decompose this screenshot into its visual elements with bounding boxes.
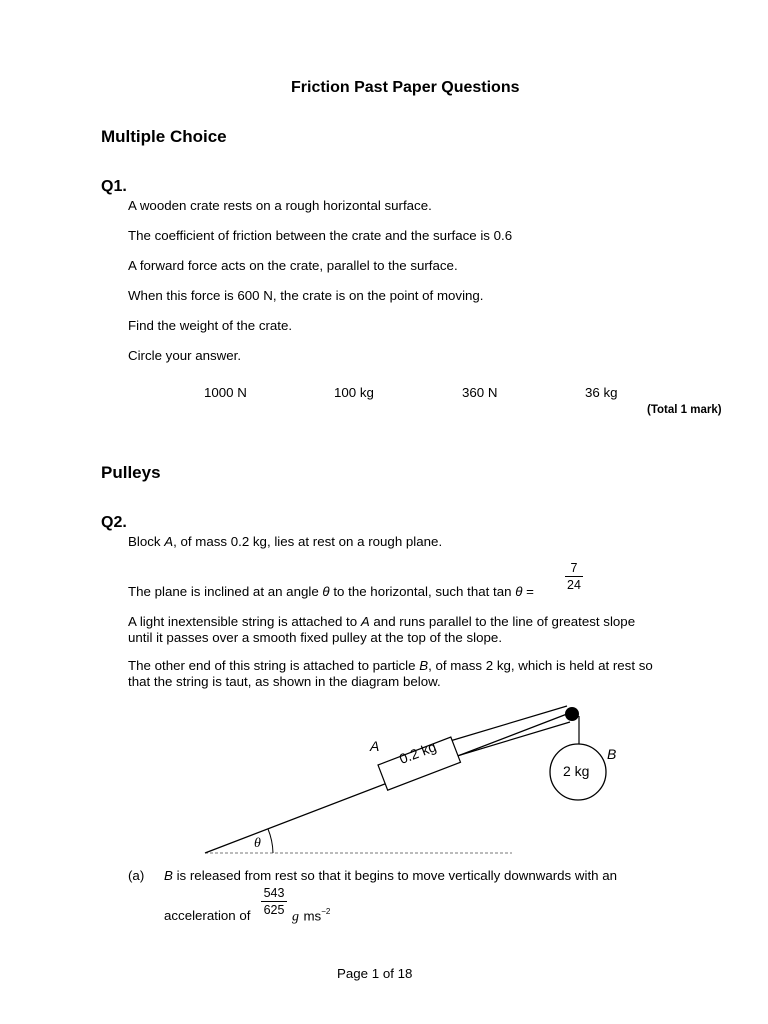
- string-segment-b: [457, 722, 570, 756]
- q2-line-2-pre: The plane is inclined at an angle: [128, 584, 323, 599]
- q2-var-b: B: [419, 658, 429, 673]
- tan-denominator: 24: [567, 578, 581, 592]
- q2-line-4a-post: , of mass 2 kg, which is held at rest so: [428, 658, 653, 673]
- q1-total-marks: (Total 1 mark): [647, 404, 722, 416]
- q2-var-a: A: [164, 534, 174, 549]
- q1-option-a[interactable]: 1000 N: [204, 385, 247, 400]
- part-a-line-1: [164, 868, 617, 884]
- acc-numerator: 543: [263, 886, 285, 900]
- part-a-label: (a): [128, 868, 145, 883]
- q1-line-5: Find the weight of the crate.: [128, 318, 293, 333]
- question-number-q1: Q1.: [101, 178, 127, 195]
- part-a-units: [292, 907, 330, 925]
- particle-mass-label: 2 kg: [563, 763, 590, 779]
- label-a: A: [370, 738, 380, 754]
- acceleration-fraction: [261, 886, 287, 917]
- q1-option-c[interactable]: 360 N: [462, 385, 498, 400]
- label-b: B: [607, 746, 617, 762]
- q2-line-2-mid: to the horizontal, such that tan: [329, 584, 516, 599]
- q1-line-4: When this force is 600 N, the crate is on the point of moving.: [128, 288, 484, 303]
- q2-line-1-pre: Block: [128, 534, 165, 549]
- string-segment-a: [450, 706, 567, 741]
- acc-denominator: 625: [263, 903, 285, 917]
- part-a-line-2: acceleration of: [164, 908, 251, 923]
- q2-line-4b: that the string is taut, as shown in the diagram below.: [128, 674, 441, 689]
- q1-line-6: Circle your answer.: [128, 348, 242, 363]
- tan-numerator: 7: [570, 561, 578, 575]
- block-mass-label: 0.2 kg: [397, 738, 439, 767]
- question-number-q2: Q2.: [101, 514, 127, 531]
- q2-line-3a-pre: A light inextensible string is attached to: [128, 614, 361, 629]
- angle-label: θ: [254, 836, 261, 851]
- units-text: ms: [303, 908, 322, 924]
- q1-line-1: A wooden crate rests on a rough horizontal surface.: [128, 198, 432, 213]
- part-a-text-1: is released from rest so that it begins to move vertically downwards with an: [172, 868, 618, 883]
- part-a-var-b: B: [164, 868, 173, 883]
- q2-line-4a-pre: The other end of this string is attached to particle: [128, 658, 420, 673]
- q2-line-3b: until it passes over a smooth fixed pulley at the top of the slope.: [128, 630, 503, 645]
- q1-option-b[interactable]: 100 kg: [334, 385, 374, 400]
- acc-fraction-bar: [261, 901, 287, 902]
- q2-line-3a-post: and runs parallel to the line of greatest slope: [369, 614, 636, 629]
- page-title: Friction Past Paper Questions: [291, 79, 520, 96]
- q2-line-2-eq: =: [522, 584, 534, 599]
- angle-arc: [268, 829, 273, 853]
- q1-option-d[interactable]: 36 kg: [585, 385, 618, 400]
- pulley-icon: [565, 707, 579, 721]
- section-heading-pulleys: Pulleys: [101, 463, 161, 482]
- q2-var-a-2: A: [360, 614, 370, 629]
- q1-line-2: The coefficient of friction between the crate and the surface is 0.6: [128, 228, 513, 243]
- section-heading-multiple-choice: Multiple Choice: [101, 127, 227, 146]
- g-symbol: g: [292, 909, 299, 925]
- q2-theta-2: θ: [515, 584, 523, 599]
- units-exponent: −2: [321, 907, 331, 916]
- q2-theta: θ: [322, 584, 330, 599]
- q1-line-3: A forward force acts on the crate, parallel to the surface.: [128, 258, 458, 273]
- page-number: Page 1 of 18: [337, 966, 413, 981]
- q2-line-1-post: , of mass 0.2 kg, lies at rest on a rough plane.: [173, 534, 443, 549]
